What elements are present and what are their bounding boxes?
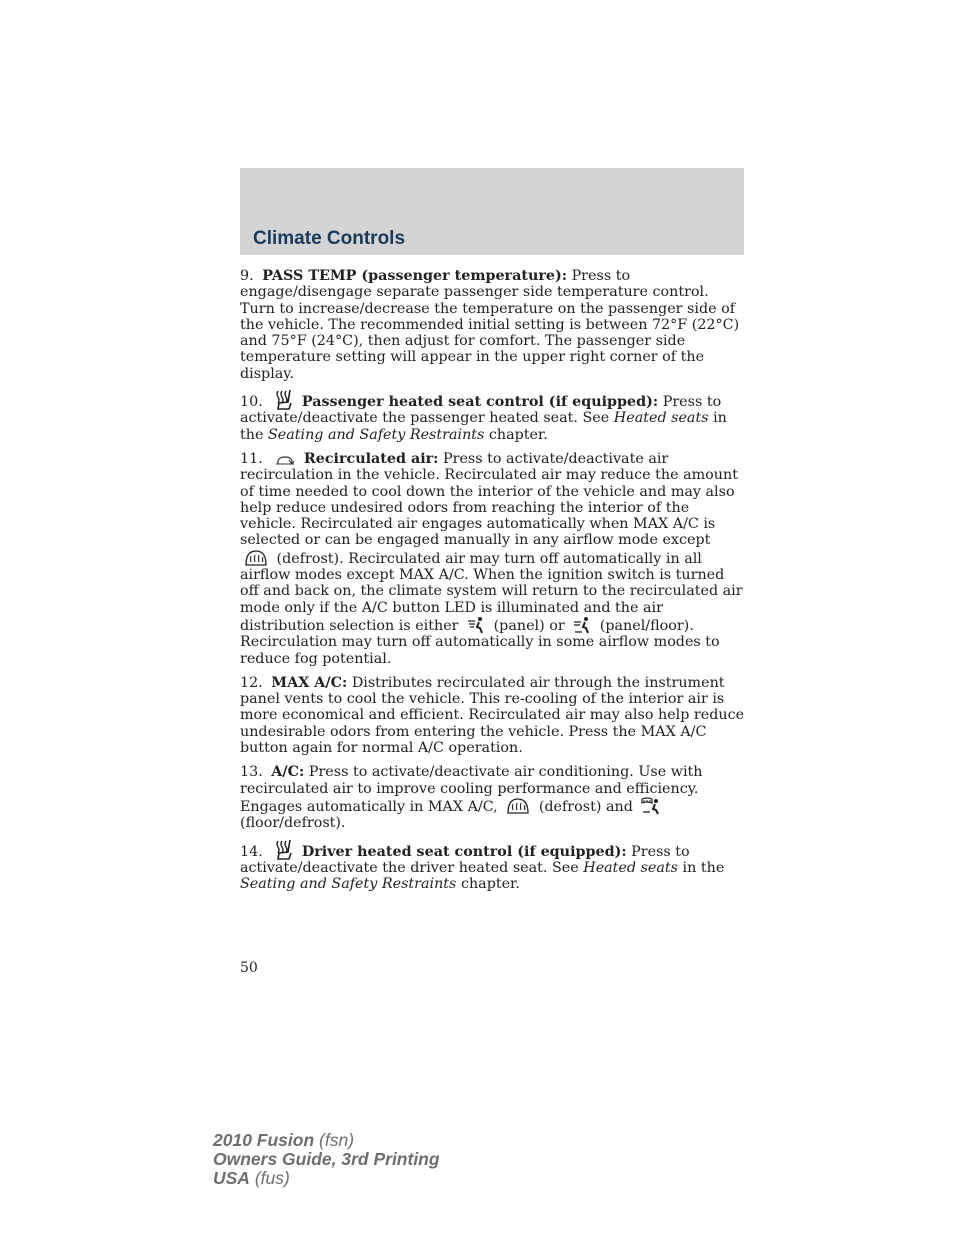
heated-seat-icon [275,840,293,860]
item-number: 11. [240,450,263,467]
document-footer [213,1131,440,1188]
item-number: 10. [240,394,263,411]
item-text: Press to activate/deactivate air recirculation in the vehicle. Recirculated air may reduce the amount of time needed to cool down the interior of the vehicle and may also help reduce undesired odors from reaching the interior of the vehicle. Recirculated air engages automatically when MAX A/C is selected or can be engaged manually in any airflow mode except [240,450,738,549]
item-13-paragraph [240,764,746,831]
recirculation-icon [275,455,295,467]
item-text: in the [682,859,725,876]
item-12-paragraph [240,675,746,756]
item-text: Distributes recirculated air through the instrument panel vents to cool the vehicle. This re-cooling of the interior air is more economical and efficient. Recirculated air may also help reduce undesirable odors from entering the vehicle. Press the MAX A/C button again for normal A/C operation. [240,674,745,757]
item-11-paragraph [240,451,746,667]
footer-model-code: (fsn) [319,1130,355,1150]
item-number: 12. [240,674,263,691]
page-number: 50 [240,960,258,976]
defrost-icon [244,549,268,567]
cross-reference: Heated seats [613,410,709,427]
item-text: Press to activate/deactivate the driver heated seat. See [240,843,690,876]
item-text: in the [240,410,727,443]
footer-market-code: (fus) [254,1168,290,1188]
item-text: (defrost) and [538,798,633,815]
cross-reference: Seating and Safety Restraints [240,876,457,893]
item-number: 14. [240,843,263,860]
floor-defrost-icon [641,797,661,815]
item-label: A/C: [271,764,305,781]
section-title: Climate Controls [253,228,406,249]
cross-reference: Heated seats [583,859,678,876]
item-text: (panel) or [493,617,565,634]
item-10-paragraph [240,390,746,443]
heated-seat-icon [275,390,293,410]
item-14-paragraph [240,840,746,893]
footer-market: USA [213,1168,250,1188]
item-text: chapter. [488,426,548,443]
item-text: Press to activate/deactivate air conditioning. Use with recirculated air to improve cooling performance and efficiency. Engages automatically in MAX A/C, [240,764,703,815]
item-text: (panel/floor). Recirculation may turn off automatically in some airflow modes to reduce fog potential. [240,617,720,667]
item-text: (floor/defrost). [240,815,346,832]
item-number: 9. [240,268,254,284]
panel-airflow-icon [467,616,485,634]
footer-line-2 [213,1150,440,1169]
item-label: Driver heated seat control (if equipped): [301,843,627,860]
item-number: 13. [240,764,263,781]
footer-printing: Owners Guide, 3rd Printing [213,1149,440,1169]
footer-line-1 [213,1131,440,1150]
item-label: PASS TEMP (passenger temperature): [262,268,568,284]
footer-line-3 [213,1169,440,1188]
cross-reference: Seating and Safety Restraints [267,426,485,443]
item-text: Press to engage/disengage separate passenger side temperature control. Turn to increase/decrease the temperature on the passenger side of the vehicle. The recommended initial setting is between 72°F (22°C) and 75°F (24°C), then adjust for comfort. The passenger side temperature setting will appear in the upper right corner of the display. [240,268,740,382]
item-label: Passenger heated seat control (if equipped): [301,394,659,411]
item-text: Press to activate/deactivate the passenger heated seat. See [240,394,722,427]
panel-floor-airflow-icon [573,616,591,634]
item-text: chapter. [460,876,520,893]
defrost-icon [506,797,530,815]
body-text [240,268,746,900]
item-label: Recirculated air: [303,450,439,467]
item-9-paragraph [240,268,746,382]
item-label: MAX A/C: [271,674,348,691]
footer-model: 2010 Fusion [213,1130,315,1150]
item-text: (defrost). Recirculated air may turn off automatically in all airflow modes except MAX A/C. When the ignition switch is turned off and back on, the climate system will return to the recirculated air mode only if the A/C button LED is illuminated and the air distribution selection is either [240,550,743,634]
